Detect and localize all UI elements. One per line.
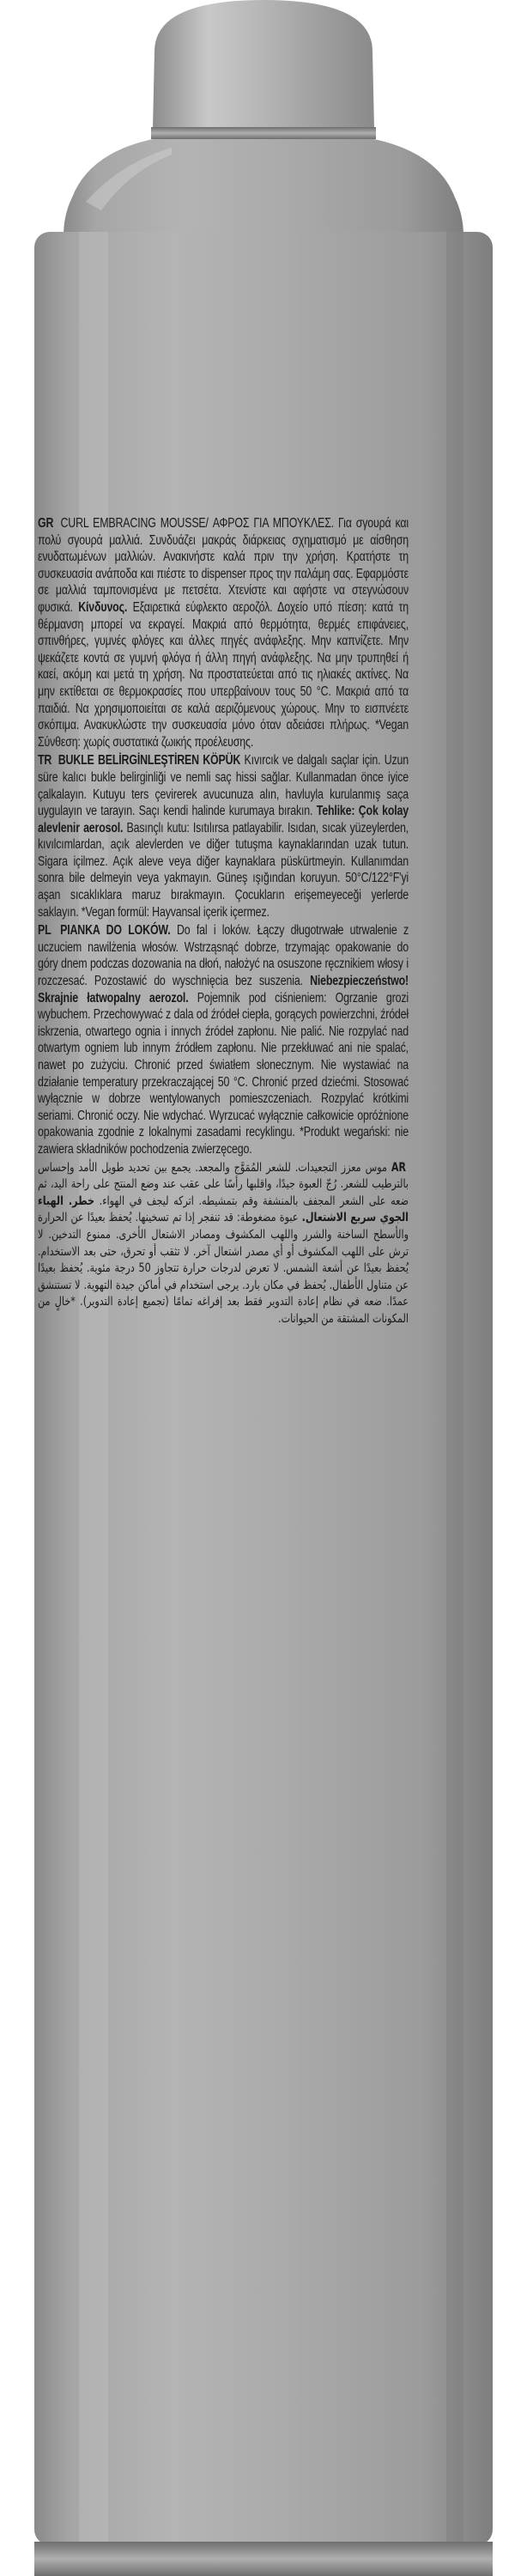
lang-code-pl: PL: [38, 923, 51, 939]
pl-title: PIANKA DO LOKÓW.: [60, 923, 171, 939]
ar-text: موس معزز التجعيدات. للشعر المُمَوَّج والمجعد. يجمع بين تحديد طويل الأمد وإحساس بالترطيب للشعر. رُجّ العبوة جيدًا، واقلبها رأسًا على عقب عند وضع المنتج على راحة اليد، ثم ضعه على الشعر المجفف بالمنشفة وقم بتمشيطه. اتركه ليجف في الهواء.: [38, 1160, 409, 1208]
label-ar: [38, 1160, 409, 1328]
gr-text: CURL EMBRACING MOUSSE/ ΑΦΡΟΣ ΓΙΑ ΜΠΟΥΚΛΕΣ. Για σγουρά και πολύ σγουρά μαλλιά. Συνδυάζει μακράς διάρκειας σχηματισμό με αίσθηση ενυδατωμένων μαλλιών. Ανακινήστε καλά πριν την χρήση. Κρατήστε τη συσκευασία ανάποδα και πιέστε το dispenser προς την παλάμη σας. Εφαρμόστε σε μαλλιά ταμπονισμένα με πετσέτα. Χτενίστε και αφήστε να στεγνώσουν φυσικά.: [38, 516, 409, 615]
pl-warning-label: Niebezpieczeństwo! Skrajnie łatwopalny aerozol.: [38, 974, 409, 1005]
gr-warning-text: Εξαιρετικά εύφλεκτο αεροζόλ. Δοχείο υπό πίεση: κατά τη θέρμανση μπορεί να εκραγεί. Μακριά από θερμότητα, θερμές επιφάνειες, σπινθήρες, γυμνές φλόγες και άλλες πηγές ανάφλεξης. Μην καπνίζετε. Μην ψεκάζετε κοντά σε γυμνή φλόγα ή άλλη πηγή ανάφλεξης. Να μην τρυπηθεί ή καεί, ακόμη και μετά τη χρήση. Να προστατεύεται από τις ηλιακές ακτίνες. Να μην εκτίθεται σε θερμοκρασίες που υπερβαίνουν τους 50 °C. Μακριά από τα παιδιά. Να χρησιμοποιείται σε καλά αεριζόμενους χώρους. Μην το εισπνέετε σκόπιμα. Ανακυκλώστε την συσκευασία μόνο όταν αδειάσει πλήρως. *Vegan Σύνθεση: χωρίς συστατικά ζωικής προέλευσης.: [38, 599, 409, 750]
can-cap: [153, 0, 374, 129]
can-shoulder: [64, 139, 463, 236]
pl-warning-text: Pojemnik pod ciśnieniem: Ogrzanie grozi wybuchem. Przechowywać z dala od źródeł ciepła, gorących powierzchni, źródeł iskrzenia, otwartego ognia i innych źródeł zapłonu. Nie palić. Nie rozpylać nad otwartym ogniem lub innym źródłem zapłonu. Nie przekłuwać ani nie spalać, nawet po zużyciu. Chronić przed światłem słonecznym. Nie wystawiać na działanie temperatury przekraczającej 50 °C. Chronić przed dziećmi. Stosować wyłącznie w dobrze wentylowanych pomieszczeniach. Rozpylać krótkimi seriami. Chronić oczy. Nie wdychać. Wyrzucać wyłącznie całkowicie opróżnione opakowania zgodnie z lokalnymi zasadami recyklingu. *Produkt wegański: nie zawiera składników pochodzenia zwierzęcego.: [38, 990, 409, 1157]
cap-ring: [151, 127, 376, 139]
ar-warning-text: عبوة مضغوطة: قد تنفجر إذا تم تسخينها. يُحفظ بعيدًا عن الحرارة والأسطح الساخنة والشرر واللهب المكشوف ومصادر الاشتعال الأخرى. ممنوع التدخين. لا ترش على اللهب المكشوف أو أي مصدر اشتعال آخر. لا تثقب أو تحرق، حتى بعد الاستخدام. يُحفظ بعيدًا عن أشعة الشمس. لا تعرض لدرجات حرارة تتجاوز 50 درجة مئوية. يُحفظ بعيدًا عن متناول الأطفال. يُحفظ في مكان بارد. يرجى استخدام في أماكن جيدة التهوية. لا تستنشق عمدًا. ضعه في نظام إعادة التدوير فقط بعد إفراغه تمامًا (تجميع إعادة التدوير). *خالٍ من المكونات المشتقة من الحيوانات.: [38, 1211, 409, 1326]
label-gr: [38, 515, 409, 750]
ingredients-label: [38, 515, 409, 1330]
tr-warning-text: Basınçlı kutu: Isıtılırsa patlayabilir. Isıdan, sıcak yüzeylerden, kıvılcımlardan, açık alevlerden ve diğer tutuşma kaynaklarından uzak tutun. Sigara içilmez. Açık aleve veya diğer kaynaklara püskürtmeyin. Kullanımdan sonra bile delmeyin veya yakmayın. Güneş ışığından koruyun. 50°C/122°F'yi aşan sıcaklıklara maruz bırakmayın. Çocukların erişemeyeceği yerlerde saklayın. *Vegan formül: Hayvansal içerik içermez.: [38, 820, 409, 920]
lang-code-tr: TR: [38, 753, 52, 769]
tr-title: BUKLE BELİRGİNLEŞTİREN KÖPÜK: [58, 753, 241, 769]
label-tr: [38, 752, 409, 920]
pl-text: Do fal i loków. Łączy długotrwałe utrwalenie z uczuciem nawilżenia włosów. Wstrząsnąć dobrze, trzymając opakowanie do góry dnem podczas dozowania na dłoń, nałożyć na osuszone ręcznikiem włosy i rozczesać. Pozostawić do wyschnięcia bez suszenia.: [38, 923, 409, 989]
ar-warning-label: خطر. الهباء الجوي سريع الاشتعال.: [38, 1194, 409, 1225]
lang-code-ar: AR: [391, 1160, 406, 1175]
tr-warning-label: Tehlike: Çok kolay alevlenir aerosol.: [38, 804, 409, 835]
label-pl: [38, 922, 409, 1157]
gr-warning-label: Κίνδυνος.: [78, 599, 128, 615]
lang-code-gr: GR: [38, 516, 54, 531]
tr-text: Kıvırcık ve dalgalı saçlar için. Uzun süre kalıcı bukle belirginliği ve nemli saç hissi sağlar. Kullanmadan önce iyice çalkalayın. Kutuyu ters çevirerek avucunuza alın, havluyla kurulanmış saça uygulayın ve tarayın. Saçı kendi halinde kurumaya bırakın.: [38, 753, 409, 819]
can-bottom-rim: [34, 2542, 493, 2576]
